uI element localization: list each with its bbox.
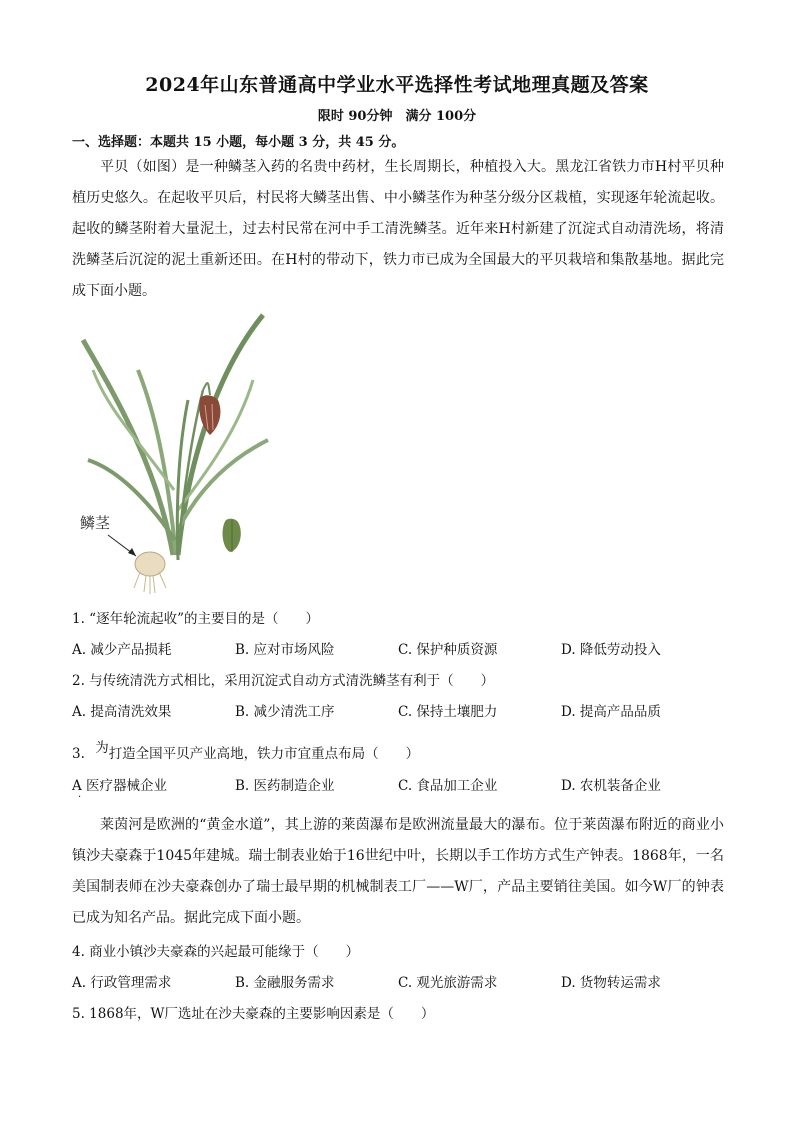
option-b: B. 减少清洗工序 — [235, 704, 335, 720]
bulb-label: 鳞茎 — [80, 514, 111, 532]
question-4: 4. 商业小镇沙夫豪森的兴起最可能缘于（ ） — [72, 944, 360, 960]
fritillaria-illustration — [78, 310, 278, 595]
question-2: 2. 与传统清洗方式相比，采用沉淀式自动方式清洗鳞茎有利于（ ） — [72, 673, 495, 689]
question-5: 5. 1868年，W厂选址在沙夫豪森的主要影响因素是（ ） — [72, 1006, 435, 1022]
stray-dot: · — [78, 792, 82, 803]
question-1-options — [72, 638, 732, 658]
option-b: B. 医药制造企业 — [235, 778, 335, 794]
question-stem: 打造全国平贝产业高地，铁力市宜重点布局（ ） — [108, 746, 420, 762]
question-4-options — [72, 971, 732, 991]
raised-character: 为 — [95, 740, 109, 756]
option-c: C. 观光旅游需求 — [398, 975, 498, 991]
option-b: B. 应对市场风险 — [235, 642, 335, 658]
option-b: B. 金融服务需求 — [235, 975, 335, 991]
seed-capsule-icon — [223, 519, 241, 552]
option-c: C. 保持土壤肥力 — [398, 704, 498, 720]
exam-subtitle: 限时 90分钟 满分 100分 — [317, 109, 477, 124]
option-c: C. 食品加工企业 — [398, 778, 498, 794]
option-d: D. 农机装备企业 — [561, 778, 661, 794]
option-d: D. 降低劳动投入 — [561, 642, 661, 658]
question-1: 1. “逐年轮流起收”的主要目的是（ ） — [72, 611, 319, 627]
option-d: D. 提高产品品质 — [561, 704, 661, 720]
option-a: A 医疗器械企业 — [72, 778, 168, 794]
passage-1: 平贝（如图）是一种鳞茎入药的名贵中药材，生长周期长，种植投入大。黑龙江省铁力市H村平贝种植历史悠久。在起收平贝后，村民将大鳞茎出售、中小鳞茎作为种茎分级分区栽植，实现逐年轮流起收。起收的鳞茎附着大量泥土，过去村民常在河中手工清洗鳞茎。近年来H村新建了沉淀式自动清洗场，将清洗鳞茎后沉淀的泥土重新还田。在H村的带动下，铁力市已成为全国最大的平贝栽培和集散基地。据此完成下面小题。 — [72, 159, 724, 299]
bulb-icon — [134, 552, 166, 594]
option-d: D. 货物转运需求 — [561, 975, 661, 991]
passage-2: 莱茵河是欧洲的“黄金水道”，其上游的莱茵瀑布是欧洲流量最大的瀑布。位于莱茵瀑布附近的商业小镇沙夫豪森于1045年建城。瑞士制表业始于16世纪中叶，长期以手工作坊方式生产钟表。1868年，一名美国制表师在沙夫豪森创办了瑞士最早期的机械制表工厂——W厂，产品主要销往美国。如今W厂的钟表已成为知名产品。据此完成下面小题。 — [72, 817, 724, 926]
option-c: C. 保护种质资源 — [398, 642, 498, 658]
question-3 — [72, 742, 419, 762]
option-a: A. 提高清洗效果 — [72, 704, 172, 720]
option-a: A. 行政管理需求 — [72, 975, 172, 991]
question-2-options — [72, 700, 732, 720]
page-title: 2024年山东普通高中学业水平选择性考试地理真题及答案 — [145, 74, 649, 96]
option-a: A. 减少产品损耗 — [72, 642, 172, 658]
section-heading: 一、选择题：本题共 15 小题，每小题 3 分，共 45 分。 — [72, 135, 405, 150]
question-3-options — [72, 774, 732, 794]
question-number: 3. — [72, 746, 85, 762]
plant-figure — [78, 310, 278, 595]
